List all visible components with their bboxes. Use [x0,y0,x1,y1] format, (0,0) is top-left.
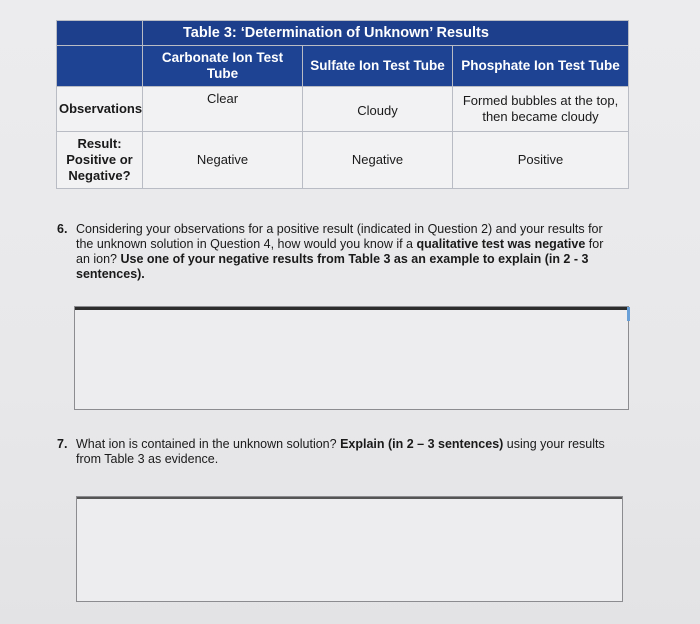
column-header-phosphate: Phosphate Ion Test Tube [453,46,629,87]
cell-observation-sulfate: Cloudy [303,87,453,132]
column-header-carbonate: Carbonate Ion Test Tube [143,46,303,87]
cell-observation-carbonate: Clear [143,87,303,132]
table-title-blank [57,21,143,46]
answer-box-question-6[interactable] [74,306,629,410]
column-header-sulfate: Sulfate Ion Test Tube [303,46,453,87]
question-6-text: Considering your observations for a positive result (indicated in Question 2) and your results for the unknown solution in Question 4, how would you know if a qualitative test was negative for an ion? Use one of your negative results from Table 3 as an example to explain (in 2 - 3 sentences). [76,222,604,281]
table-row [57,132,629,189]
row-label-result: Result: Positive or Negative? [57,132,143,189]
question-7-text: What ion is contained in the unknown solution? Explain (in 2 – 3 sentences) using your results from Table 3 as evidence. [76,437,605,466]
table-title: Table 3: ‘Determination of Unknown’ Results [143,21,629,46]
table-row [57,87,629,132]
row-label-observations: Observations [57,87,143,132]
header-corner [57,46,143,87]
cell-result-phosphate: Positive [453,132,629,189]
cell-result-sulfate: Negative [303,132,453,189]
results-table [56,20,629,189]
question-6-number: 6. [57,222,68,236]
answer-box-question-7[interactable] [76,496,623,602]
question-7-number: 7. [57,437,68,451]
cell-observation-phosphate: Formed bubbles at the top, then became cloudy [453,87,629,132]
cell-result-carbonate: Negative [143,132,303,189]
